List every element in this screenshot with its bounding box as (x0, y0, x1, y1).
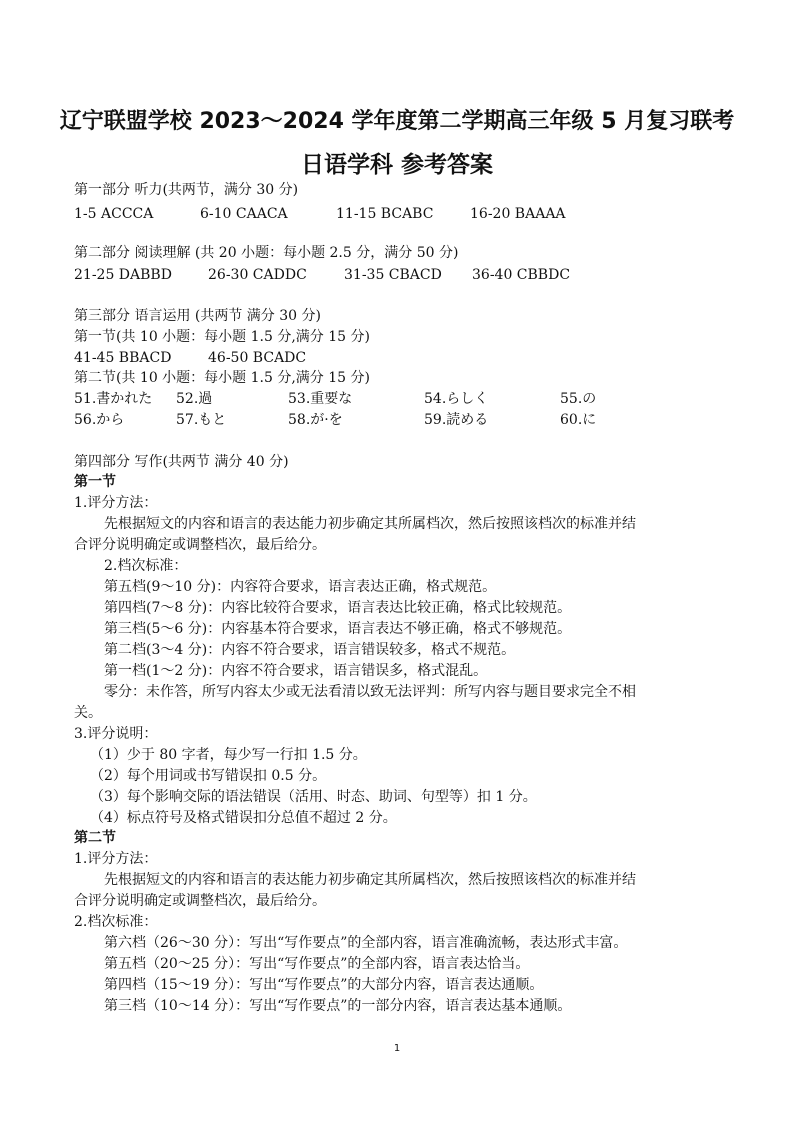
document-subtitle: 日语学科 参考答案 (300, 152, 493, 178)
answer-group: 21-25 DABBD (74, 267, 172, 283)
page-number: 1 (393, 1043, 401, 1054)
sec2-level: 第四档（15～19 分）：写出“写作要点”的大部分内容，语言表达通顺。 (104, 977, 544, 993)
answer-item: 60.に (560, 412, 597, 428)
answer-group: 16-20 BAAAA (470, 206, 566, 222)
sec1-notes-title: 3.评分说明： (74, 726, 158, 742)
answer-item: 52.過 (176, 391, 213, 407)
sec1-note: （2）每个用词或书写错误扣 0.5 分。 (90, 768, 327, 784)
sec2-standard-title: 2.档次标准： (74, 914, 158, 930)
sec1-level: 第一档(1～2 分)：内容不符合要求，语言错误多，格式混乱。 (104, 663, 488, 679)
answer-item: 51.書かれた (74, 391, 153, 407)
sec1-zero-score-cont: 关。 (74, 705, 102, 721)
sec1-zero-score: 零分：未作答，所写内容太少或无法看清以致无法评判：所写内容与题目要求完全不相 (104, 684, 636, 700)
sec2-method-title: 1.评分方法： (74, 851, 158, 867)
document-title: 辽宁联盟学校 2023～2024 学年度第二学期高三年级 5 月复习联考 (59, 109, 735, 134)
answer-group: 41-45 BBACD (74, 350, 172, 366)
sec2-level: 第六档（26～30 分）：写出“写作要点”的全部内容，语言准确流畅，表达形式丰富。 (104, 935, 628, 951)
answer-item: 59.読める (424, 412, 489, 428)
answer-group: 26-30 CADDC (208, 267, 307, 283)
sec1-method-text-cont: 合评分说明确定或调整档次，最后给分。 (74, 537, 326, 553)
sec1-standard-title: 2.档次标准： (104, 558, 188, 574)
answer-group: 6-10 CAACA (200, 206, 288, 222)
answer-group: 1-5 ACCCA (74, 206, 154, 222)
answer-group: 11-15 BCABC (336, 206, 434, 222)
sec1-method-title: 1.评分方法： (74, 495, 158, 511)
answer-group: 36-40 CBBDC (472, 267, 571, 283)
sec1-level: 第二档(3～4 分)：内容不符合要求，语言错误较多，格式不规范。 (104, 642, 516, 658)
sec2-method-text-cont: 合评分说明确定或调整档次，最后给分。 (74, 893, 326, 909)
sec1-note: （1）少于 80 字者，每少写一行扣 1.5 分。 (90, 747, 367, 763)
sec1-level: 第五档(9～10 分)：内容符合要求，语言表达正确，格式规范。 (104, 579, 497, 595)
part3-section2-heading: 第二节(共 10 小题：每小题 1.5 分,满分 15 分) (74, 370, 370, 386)
part3-heading: 第三部分 语言运用 (共两节 满分 30 分) (74, 308, 321, 324)
answer-group: 46-50 BCADC (208, 350, 307, 366)
part2-heading: 第二部分 阅读理解 (共 20 小题：每小题 2.5 分，满分 50 分) (74, 245, 459, 261)
sec2-level: 第五档（20～25 分）：写出“写作要点”的全部内容，语言表达恰当。 (104, 956, 530, 972)
sec1-note: （3）每个影响交际的语法错误（活用、时态、助词、句型等）扣 1 分。 (90, 789, 537, 805)
part4-heading: 第四部分 写作(共两节 满分 40 分) (74, 454, 289, 470)
sec2-method-text: 先根据短文的内容和语言的表达能力初步确定其所属档次，然后按照该档次的标准并结 (104, 872, 636, 888)
answer-item: 55.の (560, 391, 597, 407)
part3-section1-heading: 第一节(共 10 小题：每小题 1.5 分,满分 15 分) (74, 329, 370, 345)
sec1-level: 第四档(7～8 分)：内容比较符合要求，语言表达比较正确，格式比较规范。 (104, 600, 572, 616)
answer-item: 54.らしく (424, 391, 489, 407)
answer-item: 58.が·を (288, 412, 343, 428)
answer-item: 53.重要な (288, 391, 353, 407)
part4-sec2-heading: 第二节 (74, 830, 116, 846)
answer-group: 31-35 CBACD (344, 267, 442, 283)
sec1-method-text: 先根据短文的内容和语言的表达能力初步确定其所属档次，然后按照该档次的标准并结 (104, 516, 636, 532)
answer-item: 56.から (74, 412, 125, 428)
sec1-note: （4）标点符号及格式错误扣分总值不超过 2 分。 (90, 810, 397, 826)
sec1-level: 第三档(5～6 分)：内容基本符合要求，语言表达不够正确，格式不够规范。 (104, 621, 572, 637)
part4-sec1-heading: 第一节 (74, 474, 116, 490)
answer-item: 57.もと (176, 412, 227, 428)
part1-heading: 第一部分 听力(共两节，满分 30 分) (74, 182, 299, 198)
sec2-level: 第三档（10～14 分）：写出“写作要点”的一部分内容，语言表达基本通顺。 (104, 998, 572, 1014)
